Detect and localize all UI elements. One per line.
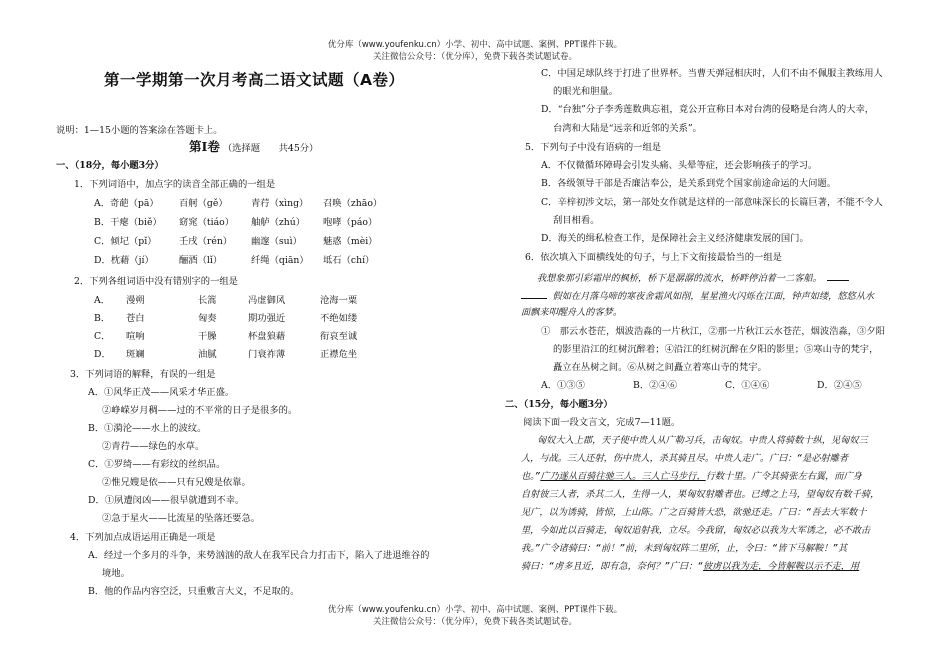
q2-d-3: 门衰祚薄 [248,349,286,360]
q2-option-a [94,294,357,308]
reading-intro: 阅读下面一段文言文，完成7—11题。 [523,417,681,428]
q2-b-4: 不绝如缕 [320,313,358,324]
q6-choices [541,379,862,393]
q1-d-4: 坻石（chí） [323,255,375,266]
q2-d-4: 正襟危坐 [320,349,358,360]
q3-c2: ②惟兄嫂是依——只有兄嫂是依靠。 [102,477,251,488]
passage-line-3d: 行数十里。广令其骑张左右翼，而广身 [705,471,862,482]
q2-b-label: B． [94,313,111,324]
header-line-2: 关注微信公众号：（优分库），免费下载各类试题试卷。 [372,52,577,62]
footer-line-2: 关注微信公众号：（优分库），免费下载各类试题试卷。 [372,617,577,627]
q5-stem: 5．下列句子中没有语病的一组是 [525,142,662,153]
page-header [0,39,950,63]
footer-line-1: 优分库（www.youfenku.cn）小学、初中、高中试题、案例、PPT课件下载。 [327,605,623,615]
q1-d-1: D．枕藉（jí） [94,255,154,266]
q3-a1: A．①风华正茂——风采才华正盛。 [88,387,235,398]
section2-heading: 二、（15分，每小题3分） [505,399,613,410]
q1-option-a [94,197,382,211]
q1-c-4: 魅惑（mèi） [323,236,378,247]
page-footer [0,604,950,628]
q1-a-4: 召唤（zhāo） [323,198,383,209]
q1-option-d [94,254,374,268]
passage-line-3 [521,470,862,484]
exam-note: 说明：1—15小题的答案涂在答题卡上。 [56,125,223,136]
q6-passage-2 [521,288,874,304]
q2-a-3: 冯虚御风 [248,295,286,306]
q2-a-1: 漫朔 [126,295,145,306]
passage-line-3a: 也。” [521,471,541,482]
q3-c1: C．①罗绮——有彩纹的丝织品。 [88,459,226,470]
q1-option-c [94,235,377,249]
q6-blank-1 [827,270,849,281]
q6-choice-c: C．①④⑥ [725,380,770,391]
q6-choice-b: B．②④⑥ [633,380,678,391]
q3-d1: D．①夙遭闵凶——很早就遭到不幸。 [88,495,245,506]
q4-d1: D．“台独”分子李秀莲数典忘祖，竟公开宣称日本对台湾的侵略是台湾人的大幸， [541,104,875,115]
q3-stem: 3．下列词语的解释，有误的一组是 [70,369,216,380]
passage-line-6: 里，今如此以百骑走，匈奴追射我，立尽。今我留，匈奴必以我为大军诱之，必不敢击 [521,525,871,536]
q2-a-2: 长篙 [198,295,217,306]
q1-c-3: 幽邃（suì） [251,236,302,247]
q2-c-2: 干臊 [198,331,217,342]
q4-b1: B．他的作品内容空泛，只重敷言大义，不足取的。 [88,586,300,597]
q2-c-3: 杯盘狼藉 [248,331,286,342]
q2-c-4: 衔哀至诚 [320,331,358,342]
q2-option-c [94,330,357,344]
q1-b-1: B．干瘪（biě） [94,217,162,228]
q2-b-3: 期功强近 [248,313,286,324]
passage-line-1: 匈奴大入上郡，天子使中贵人从广勒习兵，击匈奴。中贵人将骑数十纵，见匈奴三 [537,435,868,446]
q5-a1: A．不仅微循环障碍会引发头痛、头晕等症，还会影响孩子的学习。 [541,160,818,171]
q2-c-1: 喧响 [126,331,145,342]
q1-option-b [94,216,377,230]
q4-a1: A．经过一个多月的斗争，来势汹汹的敌人在我军民合力打击下，陷入了进退维谷的 [88,550,430,561]
q6-blank-2 [521,288,547,299]
q6-choice-d: D．②④⑤ [817,380,862,391]
q6-passage-2-text: 假如在月落乌啼的寒夜舍霜风如削，星星渔火闪烁在江面，钟声如缕，悠悠从水 [552,291,875,302]
q3-b2: ②青荇——绿色的水草。 [102,441,205,452]
q2-a-4: 沧海一粟 [320,295,358,306]
q2-d-2: 油腻 [198,349,217,360]
q4-a2: 境地。 [102,568,130,579]
passage-line-7: 我。”广令诸骑曰：“前！”前，未到匈奴阵二里所，止，令曰：“皆下马解鞍！”其 [521,543,848,554]
q6-options-1: ① 那云水苍茫，烟波浩淼的一片秋江，②那一片秋江云水苍茫，烟波浩淼，③夕阳 [541,326,885,337]
passage-line-4: 自射彼三人者，杀其二人，生得一人，果匈奴射雕者也。已缚之上马，望匈奴有数千骑， [521,489,880,500]
q5-c1: C．辛梓初涉文坛，第一部处女作就是这样的一部意味深长的长篇巨著，不能不令人 [541,197,883,208]
q2-a-label: A． [94,295,111,306]
q1-d-2: 酾酒（lǐ） [179,255,223,266]
passage-underline-1: 广乃遂从百骑往驰三人。 [540,471,642,482]
q6-passage-1 [537,270,849,286]
part1-title: 第Ⅰ卷 [189,139,220,154]
q4-d2: 台湾和大陆是“远亲和近邻的关系”。 [553,123,702,134]
passage-line-8 [521,560,859,574]
passage-underline-3: 彼虏以我为走，今皆解鞍以示不走，用 [702,561,860,572]
passage-line-2: 人，与战。三人还射，伤中贵人，杀其骑且尽。中贵人走广。广曰：“是必射雕者 [521,453,849,464]
q1-a-2: 百舸（gě） [179,198,228,209]
part1-heading [189,140,318,156]
q1-a-1: A．奇葩（pā） [94,198,159,209]
q4-c1: C．中国足球队终于打进了世界杯。当曹天弹冠相庆时，人们不由不佩服主教练用人 [541,68,883,79]
q3-a2: ②峥嵘岁月稠——过的不平常的日子是很多的。 [102,405,298,416]
q1-c-1: C．倾圮（pǐ） [94,236,157,247]
q5-b1: B．各级领导干部是否廉洁奉公，是关系到党个国家前途命运的大问题。 [541,178,837,189]
exam-title: 第一学期第一次月考高二语文试题（A卷） [104,71,405,89]
q5-c2: 刮目相看。 [553,215,600,226]
q6-options-3: 矗立在丛树之间。⑥从树之间矗立着寒山寺的梵宇。 [553,362,767,373]
q1-c-2: 壬戌（rén） [179,236,233,247]
q2-c-label: C． [94,331,111,342]
part1-subtitle: （选择题 共45分） [222,143,319,154]
passage-line-5: 见广，以为诱骑，皆惊，上山陈。广之百骑皆大恐，欲驰还走。广曰：“吾去大军数十 [521,507,867,518]
section1-heading: 一、（18分，每小题3分） [56,160,164,171]
q6-choice-a: A．①③⑤ [541,380,585,391]
q1-stem: 1．下列词语中，加点字的读音全部正确的一组是 [74,179,276,190]
q2-stem: 2．下列各组词语中没有错别字的一组是 [74,276,238,287]
passage-line-8a: 骑曰：“虏多且近，即有急，奈何？”广曰：“ [521,561,703,572]
q1-b-2: 窈窕（tiáo） [179,217,235,228]
q1-b-4: 咆哮（páo） [323,217,378,228]
q2-d-label: D． [94,349,111,360]
q3-b1: B．①漪沦——水上的波纹。 [88,423,207,434]
q6-options-2: 的影里沿江的红树沉醉着；④沿江的红树沉醉在夕阳的影里；⑤寒山寺的梵宇， [553,344,879,355]
q2-d-1: 斑斓 [126,349,145,360]
q6-passage-3: 面飘来叩醒舟人的客梦。 [521,307,623,318]
q5-d1: D．海关的缉私检查工作，是保障社会主义经济健康发展的国门。 [541,233,809,244]
q1-a-3: 青荇（xìng） [251,198,309,209]
q4-stem: 4．下列加点成语运用正确是一项是 [70,532,216,543]
q2-option-d [94,348,357,362]
q6-stem: 6．依次填入下面横线处的句子，与上下文衔接最恰当的一组是 [525,252,782,263]
passage-underline-2: 三人亡马步行， [641,471,706,482]
q6-passage-1-text: 我想象那引彩霜岸的枫桥，桥下是潺潺的流水，桥畔停泊着一二客船。 [537,273,822,284]
q2-b-2: 匈奏 [198,313,217,324]
q2-b-1: 苍白 [126,313,145,324]
q1-d-3: 纤绳（qiān） [251,255,309,266]
q3-d2: ②急于星火——比流星的坠落还要急。 [102,513,261,524]
q2-option-b [94,312,357,326]
q4-c2: 的眼光和胆量。 [553,86,619,97]
q1-b-3: 舳舻（zhú） [251,217,306,228]
header-line-1: 优分库（www.youfenku.cn）小学、初中、高中试题、案例、PPT课件下载。 [327,40,623,50]
